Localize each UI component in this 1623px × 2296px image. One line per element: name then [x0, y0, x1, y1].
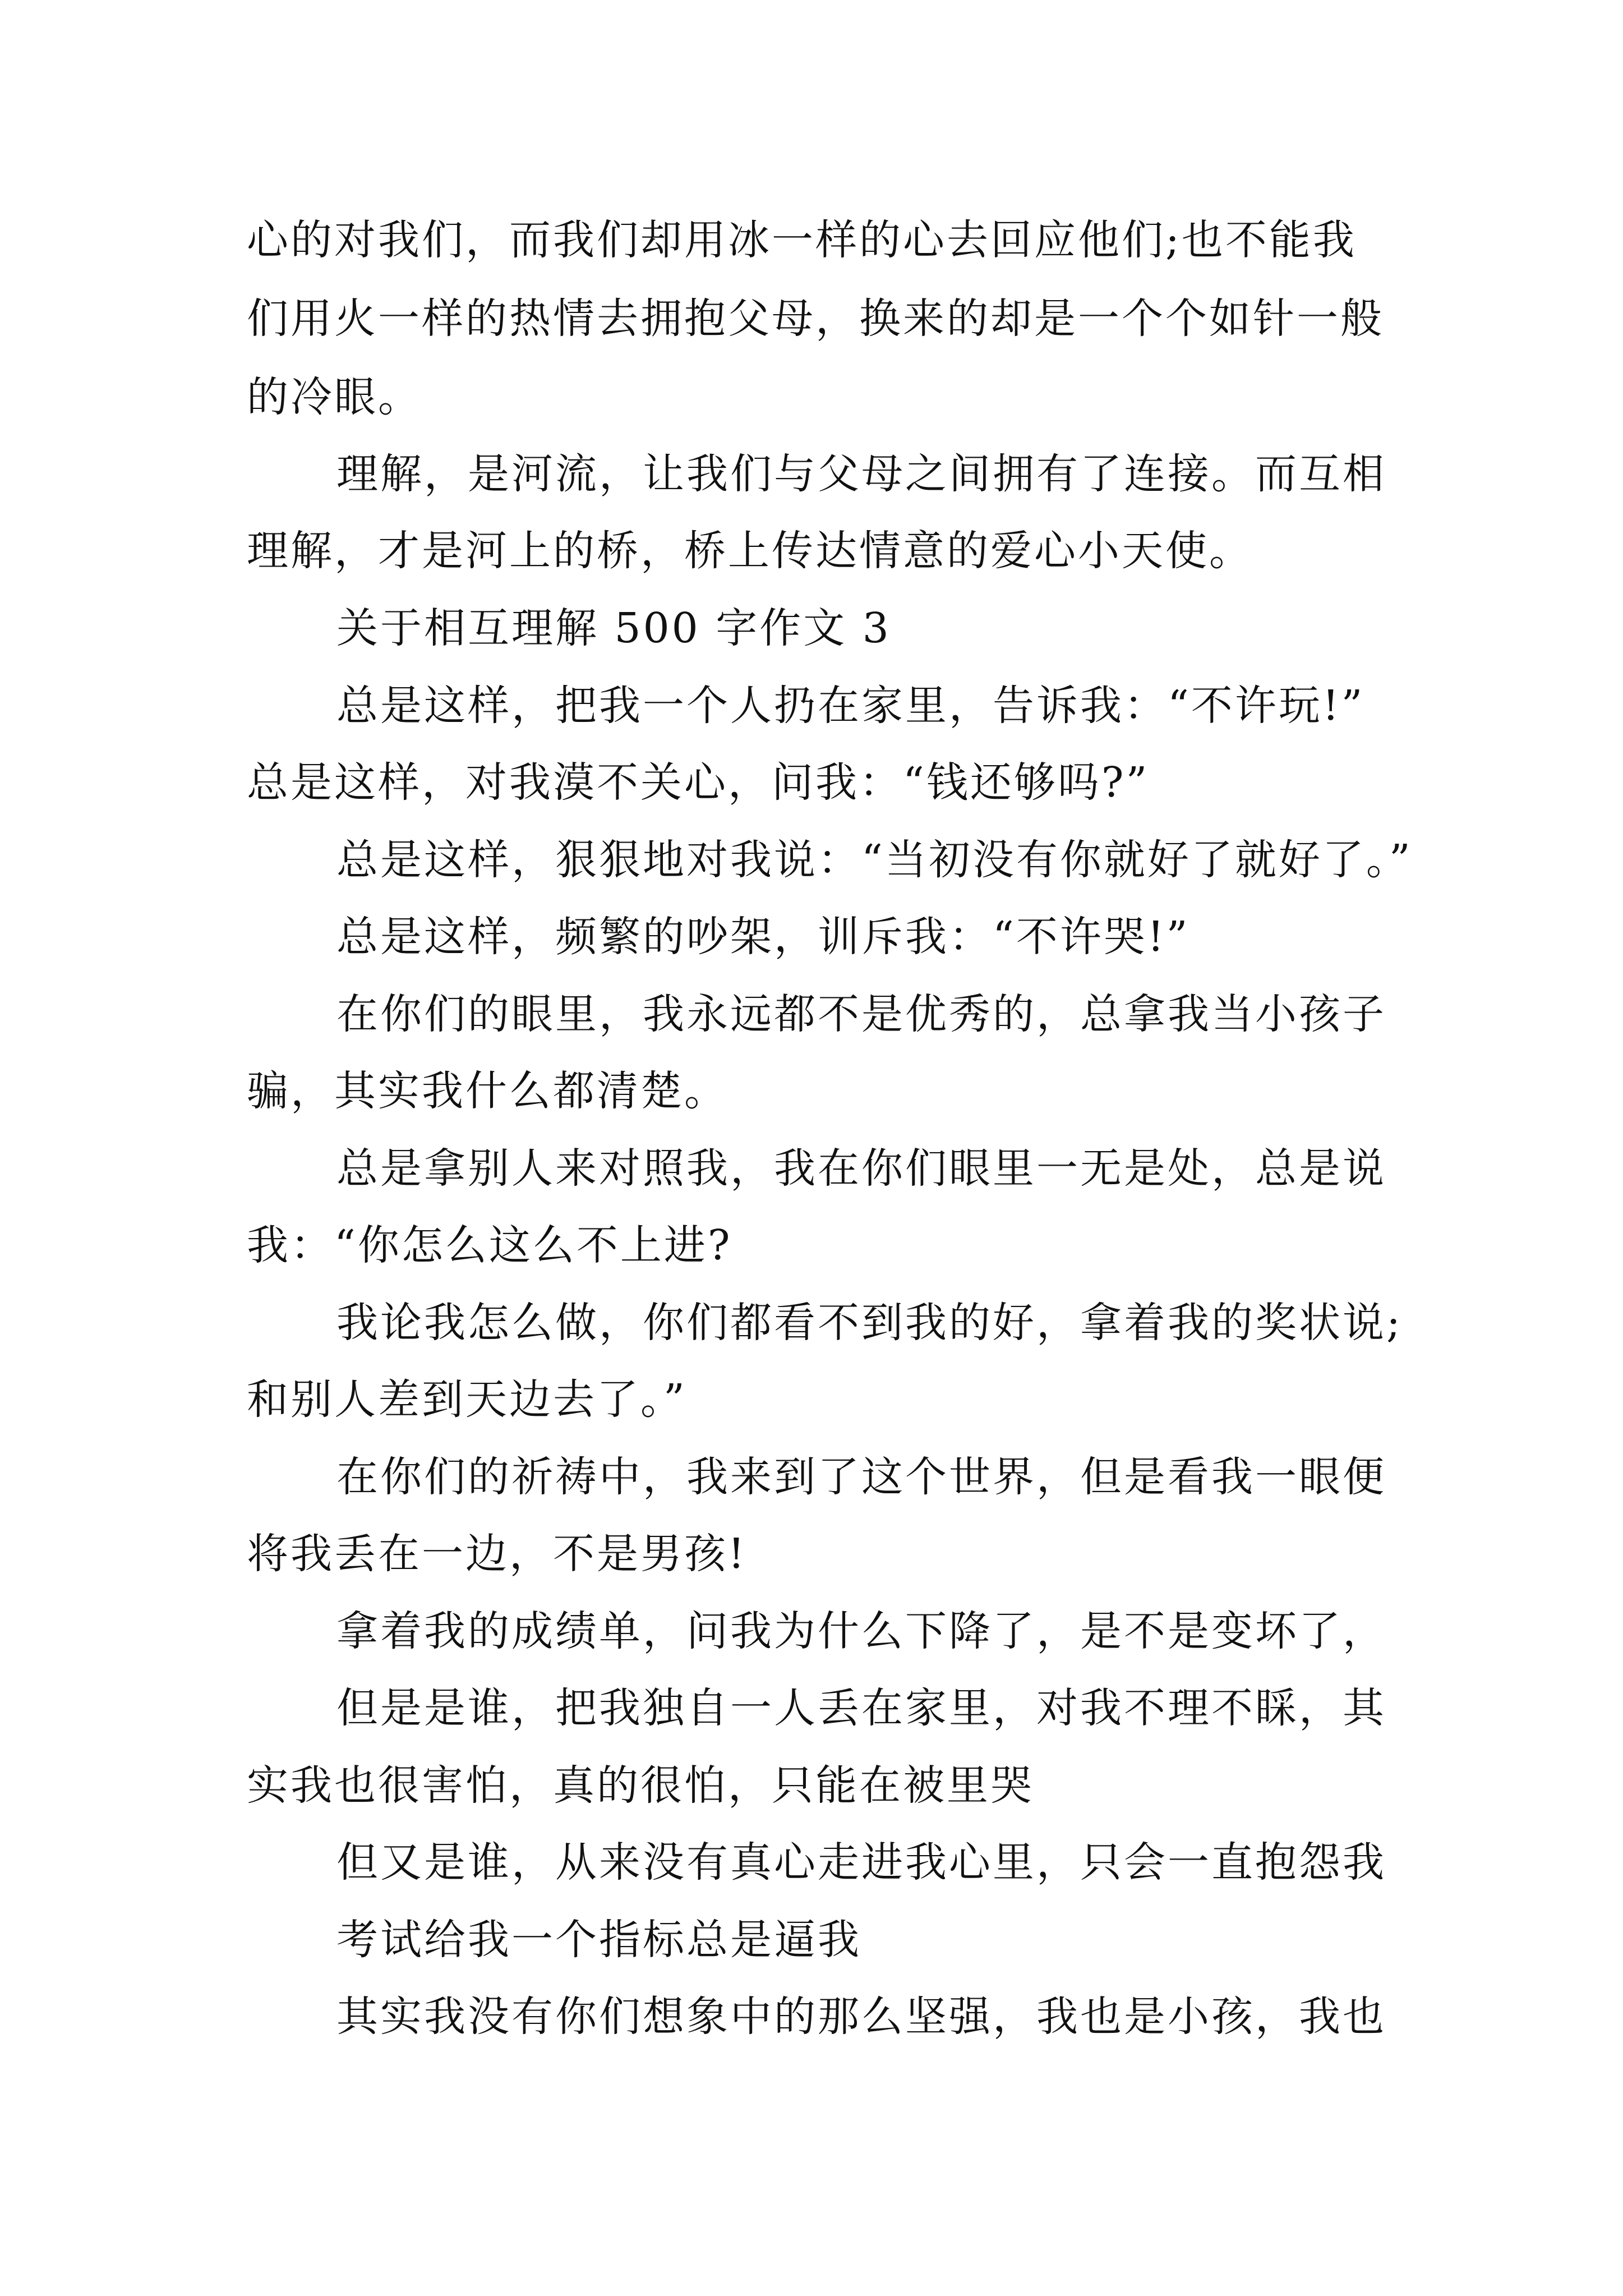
- text-line: 在你们的眼里，我永远都不是优秀的，总拿我当小孩子: [336, 990, 1386, 1038]
- text-line: 其实我没有你们想象中的那么坚强，我也是小孩，我也: [336, 1993, 1386, 2041]
- text-line: 但又是谁，从来没有真心走进我心里，只会一直抱怨我: [336, 1838, 1386, 1887]
- text-line: 的冷眼。: [247, 373, 422, 421]
- text-line: 理解，才是河上的桥，桥上传达情意的爱心小天使。: [247, 527, 1253, 575]
- text-line: 将我丢在一边，不是男孩!: [247, 1530, 747, 1578]
- text-line: 骗，其实我什么都清楚。: [247, 1067, 728, 1115]
- text-line: 总是这样，把我一个人扔在家里，告诉我：“不许玩!”: [336, 682, 1365, 730]
- text-line: 总是这样，频繁的吵架，训斥我：“不许哭!”: [336, 913, 1190, 961]
- text-line: 总是这样，狠狠地对我说：“当初没有你就好了就好了。”: [336, 836, 1413, 884]
- section-heading: 关于相互理解 500 字作文 3: [336, 604, 891, 652]
- text-line: 拿着我的成绩单，问我为什么下降了，是不是变坏了，: [336, 1607, 1386, 1655]
- text-line: 和别人差到天边去了。”: [247, 1375, 687, 1424]
- text-line: 心的对我们，而我们却用冰一样的心去回应他们;也不能我: [247, 216, 1357, 264]
- text-line: 总是拿别人来对照我，我在你们眼里一无是处，总是说: [336, 1144, 1386, 1193]
- text-line: 我：“你怎么这么不上进?: [247, 1221, 732, 1269]
- text-line: 们用火一样的热情去拥抱父母，换来的却是一个个如针一般: [247, 295, 1384, 343]
- text-line: 但是是谁，把我独自一人丢在家里，对我不理不睬，其: [336, 1684, 1386, 1732]
- text-line: 在你们的祈祷中，我来到了这个世界，但是看我一眼便: [336, 1453, 1386, 1501]
- text-line: 我论我怎么做，你们都看不到我的好，拿着我的奖状说;: [336, 1299, 1403, 1347]
- text-line: 理解，是河流，让我们与父母之间拥有了连接。而互相: [336, 450, 1386, 498]
- text-line: 总是这样，对我漠不关心，问我：“钱还够吗?”: [247, 758, 1150, 807]
- text-line: 考试给我一个指标总是逼我: [336, 1916, 861, 1964]
- text-line: 实我也很害怕，真的很怕，只能在被里哭: [247, 1761, 1034, 1810]
